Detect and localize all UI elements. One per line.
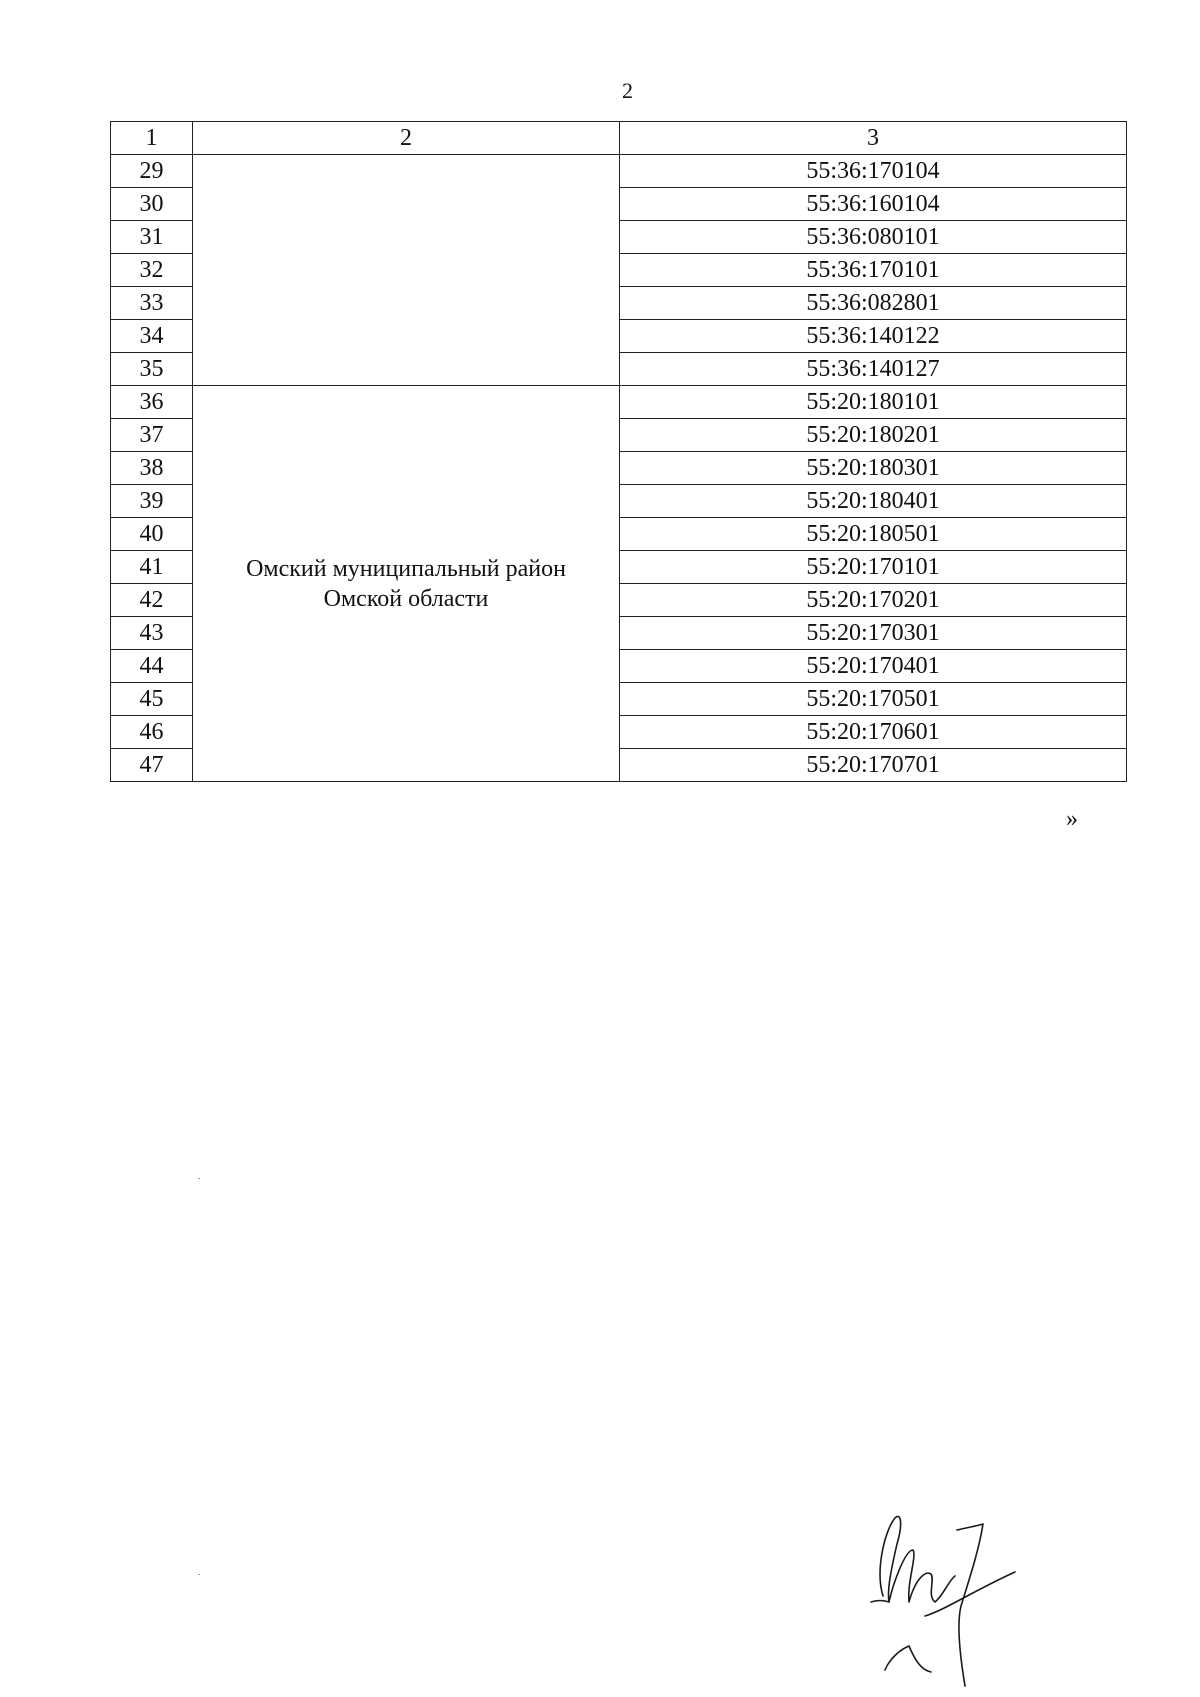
row-number: 37 <box>111 419 193 452</box>
cadastral-code: 55:20:170601 <box>620 716 1127 749</box>
row-number: 30 <box>111 188 193 221</box>
cadastral-code: 55:20:170201 <box>620 584 1127 617</box>
row-number: 29 <box>111 155 193 188</box>
cadastral-code: 55:20:170401 <box>620 650 1127 683</box>
row-number: 32 <box>111 254 193 287</box>
row-number: 31 <box>111 221 193 254</box>
row-number: 33 <box>111 287 193 320</box>
row-number: 36 <box>111 386 193 419</box>
handwritten-signature <box>865 1510 1025 1690</box>
cadastral-code: 55:20:180301 <box>620 452 1127 485</box>
scan-speck <box>198 1574 200 1575</box>
cadastral-code: 55:36:160104 <box>620 188 1127 221</box>
cadastral-code: 55:36:170101 <box>620 254 1127 287</box>
cadastral-code: 55:36:140122 <box>620 320 1127 353</box>
row-number: 45 <box>111 683 193 716</box>
cadastral-code: 55:20:170301 <box>620 617 1127 650</box>
table-row <box>111 155 1127 188</box>
row-number: 46 <box>111 716 193 749</box>
cadastral-code: 55:20:180101 <box>620 386 1127 419</box>
district-cell-empty <box>193 155 620 386</box>
cadastral-code: 55:36:170104 <box>620 155 1127 188</box>
cadastral-code: 55:20:180501 <box>620 518 1127 551</box>
cadastral-code: 55:36:082801 <box>620 287 1127 320</box>
closing-quote: » <box>1066 806 1078 832</box>
row-number: 39 <box>111 485 193 518</box>
row-number: 35 <box>111 353 193 386</box>
cadastral-code: 55:20:180401 <box>620 485 1127 518</box>
cadastral-table <box>110 121 1127 782</box>
row-number: 43 <box>111 617 193 650</box>
cadastral-code: 55:20:170701 <box>620 749 1127 782</box>
column-header-district: 2 <box>193 122 620 155</box>
district-name-line1: Омский муниципальный район <box>246 555 566 582</box>
table-row <box>111 386 1127 419</box>
cadastral-code: 55:36:140127 <box>620 353 1127 386</box>
column-header-number: 1 <box>111 122 193 155</box>
row-number: 38 <box>111 452 193 485</box>
cadastral-code: 55:20:170501 <box>620 683 1127 716</box>
district-cell <box>193 386 620 782</box>
scan-speck <box>198 1178 200 1179</box>
cadastral-code: 55:20:170101 <box>620 551 1127 584</box>
row-number: 41 <box>111 551 193 584</box>
row-number: 47 <box>111 749 193 782</box>
column-header-code: 3 <box>620 122 1127 155</box>
row-number: 40 <box>111 518 193 551</box>
cadastral-code: 55:20:180201 <box>620 419 1127 452</box>
row-number: 44 <box>111 650 193 683</box>
district-name-line2: Омской области <box>323 585 489 612</box>
cadastral-code: 55:36:080101 <box>620 221 1127 254</box>
table-header-row <box>111 122 1127 155</box>
row-number: 42 <box>111 584 193 617</box>
row-number: 34 <box>111 320 193 353</box>
page-number: 2 <box>622 78 633 103</box>
